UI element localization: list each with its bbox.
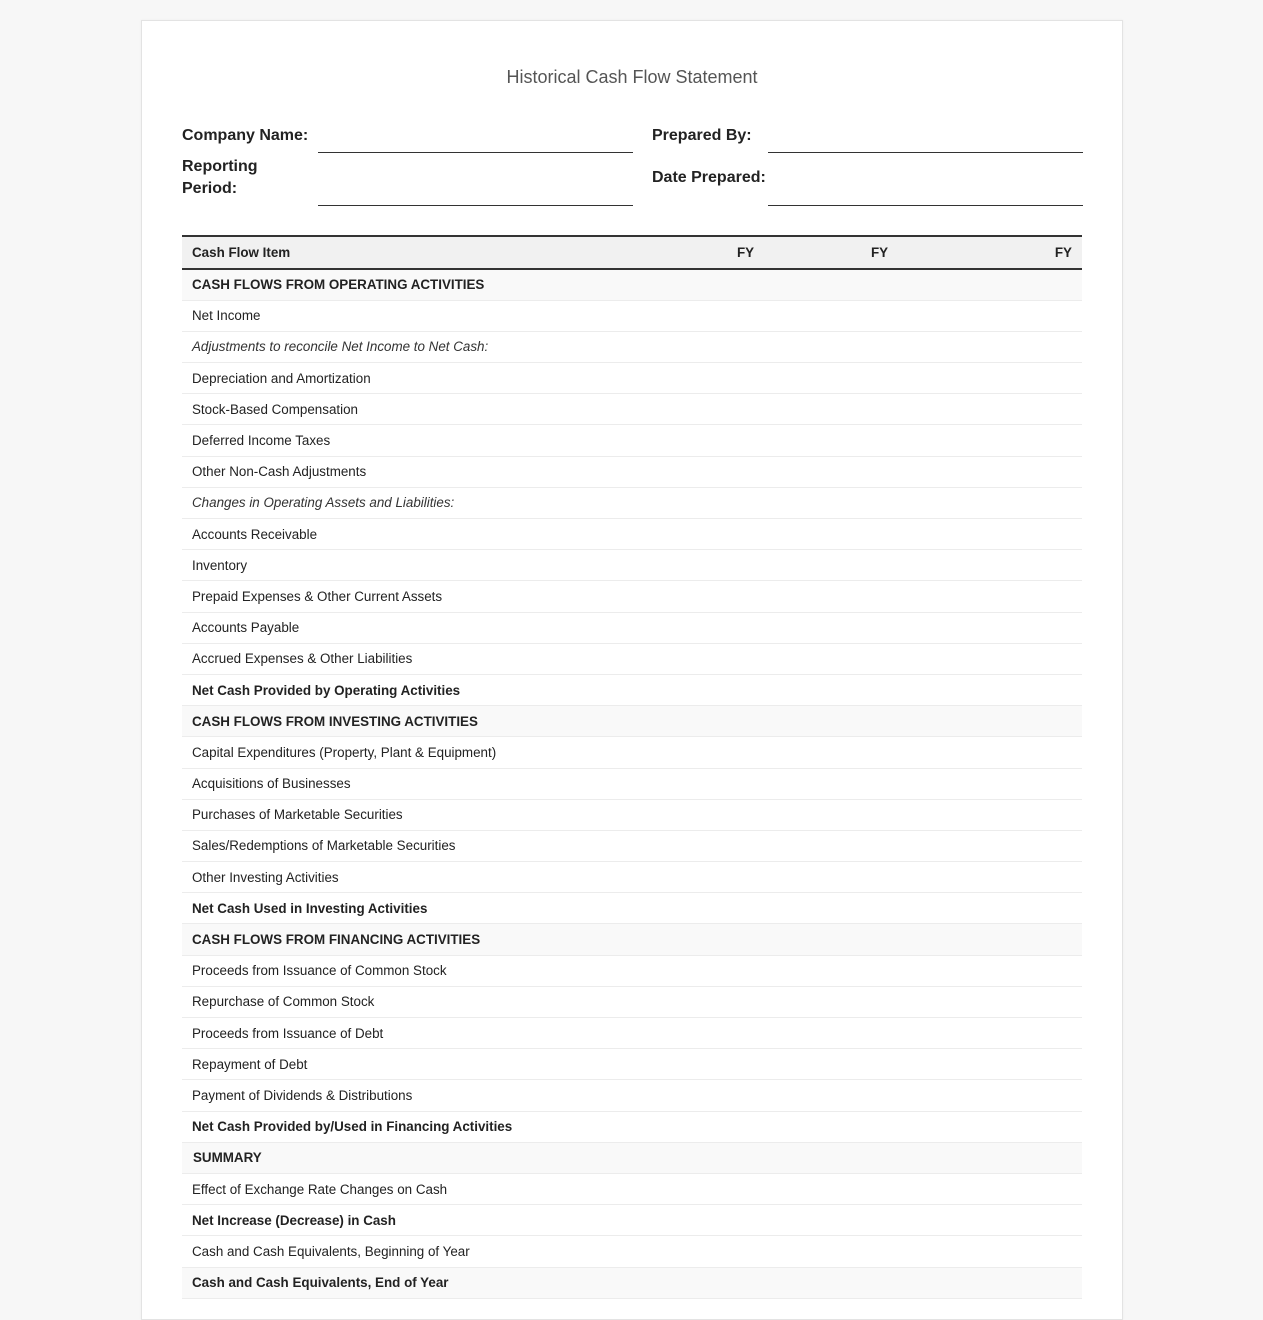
column-header-fy-2: FY — [812, 236, 947, 269]
fy-value-cell-2[interactable] — [812, 643, 947, 674]
row-label: Accrued Expenses & Other Liabilities — [192, 651, 413, 667]
column-header-fy-3: FY — [947, 236, 1082, 269]
table-row — [182, 1018, 1082, 1049]
fy-value-cell-1[interactable] — [677, 862, 812, 893]
fy-value-cell-2[interactable] — [812, 768, 947, 799]
fy-value-cell-3[interactable] — [947, 1205, 1082, 1236]
prepared-by-field[interactable] — [768, 152, 1083, 153]
fy-value-cell-2[interactable] — [812, 862, 947, 893]
row-label: Repayment of Debt — [192, 1056, 308, 1072]
reporting-period-field[interactable] — [318, 205, 633, 206]
fy-value-cell-3[interactable] — [947, 1173, 1082, 1204]
fy-value-cell-1[interactable] — [677, 1080, 812, 1111]
row-label: Stock-Based Compensation — [192, 401, 358, 417]
row-label: Inventory — [192, 557, 248, 573]
row-label: Changes in Operating Assets and Liabilities: — [192, 495, 455, 511]
fy-value-cell-2[interactable] — [812, 519, 947, 550]
fy-value-cell-2[interactable] — [812, 363, 947, 394]
table-row — [182, 893, 1082, 924]
fy-value-cell-3[interactable] — [947, 363, 1082, 394]
table-row — [182, 830, 1082, 861]
fy-value-cell-1[interactable] — [677, 1049, 812, 1080]
table-row — [182, 1236, 1082, 1267]
fy-value-cell-2[interactable] — [812, 1018, 947, 1049]
table-row — [182, 768, 1082, 799]
fy-value-cell-3[interactable] — [947, 612, 1082, 643]
fy-value-cell-2[interactable] — [812, 550, 947, 581]
fy-value-cell-3[interactable] — [947, 768, 1082, 799]
row-label: SUMMARY — [193, 1150, 262, 1166]
page-title: Historical Cash Flow Statement — [506, 67, 758, 87]
table-row — [182, 581, 1082, 612]
fy-value-cell-2[interactable] — [812, 799, 947, 830]
table-row — [182, 924, 1082, 955]
fy-value-cell-1[interactable] — [677, 456, 812, 487]
table-row — [182, 955, 1082, 986]
fy-value-cell-2[interactable] — [812, 706, 947, 737]
reporting-period-label-line2: Period: — [182, 180, 238, 197]
table-row — [182, 1080, 1082, 1111]
fy-value-cell-1[interactable] — [677, 269, 812, 300]
fy-value-cell-1[interactable] — [677, 893, 812, 924]
row-label: Capital Expenditures (Property, Plant & Equipment) — [192, 744, 497, 760]
row-label: Payment of Dividends & Distributions — [192, 1087, 413, 1103]
row-label: Cash and Cash Equivalents, End of Year — [192, 1275, 449, 1291]
fy-value-cell-3[interactable] — [947, 893, 1082, 924]
row-label: Net Income — [192, 308, 261, 324]
cash-flow-table-container — [182, 235, 1082, 1299]
fy-value-cell-1[interactable] — [677, 1205, 812, 1236]
fy-value-cell-3[interactable] — [947, 706, 1082, 737]
fy-value-cell-1[interactable] — [677, 519, 812, 550]
table-row — [182, 331, 1082, 362]
fy-value-cell-1[interactable] — [677, 1236, 812, 1267]
document-page — [141, 20, 1123, 1320]
fy-value-cell-3[interactable] — [947, 456, 1082, 487]
table-row — [182, 674, 1082, 705]
table-row — [182, 612, 1082, 643]
table-row — [182, 862, 1082, 893]
fy-value-cell-2[interactable] — [812, 1236, 947, 1267]
fy-value-cell-1[interactable] — [677, 1018, 812, 1049]
fy-value-cell-1[interactable] — [677, 425, 812, 456]
fy-value-cell-3[interactable] — [947, 1111, 1082, 1142]
fy-value-cell-1[interactable] — [677, 924, 812, 955]
fy-value-cell-3[interactable] — [947, 862, 1082, 893]
fy-value-cell-1[interactable] — [677, 394, 812, 425]
fy-value-cell-2[interactable] — [812, 1173, 947, 1204]
table-row — [182, 1205, 1082, 1236]
row-label: Other Non-Cash Adjustments — [192, 464, 367, 480]
prepared-by-label: Prepared By: — [652, 127, 752, 144]
table-body — [182, 269, 1082, 1298]
fy-value-cell-1[interactable] — [677, 363, 812, 394]
row-label: Cash and Cash Equivalents, Beginning of Year — [192, 1243, 470, 1259]
row-label: Effect of Exchange Rate Changes on Cash — [192, 1181, 448, 1197]
fy-value-cell-2[interactable] — [812, 331, 947, 362]
fy-value-cell-3[interactable] — [947, 1267, 1082, 1298]
fy-value-cell-1[interactable] — [677, 612, 812, 643]
fy-value-cell-3[interactable] — [947, 394, 1082, 425]
fy-value-cell-1[interactable] — [677, 1142, 812, 1173]
fy-value-cell-1[interactable] — [677, 1111, 812, 1142]
table-row — [182, 550, 1082, 581]
table-row — [182, 300, 1082, 331]
fy-value-cell-1[interactable] — [677, 331, 812, 362]
table-row — [182, 1173, 1082, 1204]
fy-value-cell-3[interactable] — [947, 425, 1082, 456]
fy-value-cell-2[interactable] — [812, 924, 947, 955]
table-row — [182, 643, 1082, 674]
row-label: Proceeds from Issuance of Debt — [192, 1025, 384, 1041]
fy-value-cell-2[interactable] — [812, 269, 947, 300]
fy-value-cell-3[interactable] — [947, 674, 1082, 705]
table-row — [182, 425, 1082, 456]
table-row — [182, 986, 1082, 1017]
table-row — [182, 1111, 1082, 1142]
row-label: Purchases of Marketable Securities — [192, 807, 403, 823]
fy-value-cell-2[interactable] — [812, 1049, 947, 1080]
fy-value-cell-1[interactable] — [677, 1267, 812, 1298]
table-row — [182, 456, 1082, 487]
company-name-field[interactable] — [318, 152, 633, 153]
table-row — [182, 1267, 1082, 1298]
fy-value-cell-2[interactable] — [812, 1205, 947, 1236]
fy-value-cell-1[interactable] — [677, 737, 812, 768]
row-label: Deferred Income Taxes — [192, 433, 331, 449]
fy-value-cell-3[interactable] — [947, 1049, 1082, 1080]
fy-value-cell-1[interactable] — [677, 643, 812, 674]
fy-value-cell-2[interactable] — [812, 893, 947, 924]
fy-value-cell-3[interactable] — [947, 550, 1082, 581]
table-row — [182, 363, 1082, 394]
table-row — [182, 1142, 1082, 1173]
fy-value-cell-2[interactable] — [812, 737, 947, 768]
fy-value-cell-2[interactable] — [812, 674, 947, 705]
table-row — [182, 519, 1082, 550]
row-label: Depreciation and Amortization — [192, 370, 371, 386]
fy-value-cell-3[interactable] — [947, 331, 1082, 362]
fy-value-cell-2[interactable] — [812, 1111, 947, 1142]
fy-value-cell-3[interactable] — [947, 1080, 1082, 1111]
fy-value-cell-1[interactable] — [677, 674, 812, 705]
fy-value-cell-1[interactable] — [677, 300, 812, 331]
row-label: Net Cash Used in Investing Activities — [192, 900, 428, 916]
fy-value-cell-2[interactable] — [812, 394, 947, 425]
fy-value-cell-2[interactable] — [812, 300, 947, 331]
fy-value-cell-3[interactable] — [947, 799, 1082, 830]
fy-value-cell-1[interactable] — [677, 706, 812, 737]
table-row — [182, 1049, 1082, 1080]
row-label: Adjustments to reconcile Net Income to Net Cash: — [192, 339, 489, 355]
fy-value-cell-1[interactable] — [677, 1173, 812, 1204]
row-label: Acquisitions of Businesses — [192, 776, 351, 792]
fy-value-cell-2[interactable] — [812, 1142, 947, 1173]
row-label: Prepaid Expenses & Other Current Assets — [192, 588, 443, 604]
table-row — [182, 487, 1082, 518]
fy-value-cell-1[interactable] — [677, 799, 812, 830]
fy-value-cell-2[interactable] — [812, 986, 947, 1017]
fy-value-cell-1[interactable] — [677, 768, 812, 799]
table-row — [182, 394, 1082, 425]
fy-value-cell-3[interactable] — [947, 955, 1082, 986]
reporting-period-label-line1: Reporting — [182, 158, 258, 175]
column-header-item: Cash Flow Item — [182, 236, 677, 269]
cash-flow-table — [182, 235, 1082, 1299]
row-label: Repurchase of Common Stock — [192, 994, 375, 1010]
row-label: CASH FLOWS FROM OPERATING ACTIVITIES — [192, 277, 485, 293]
fy-value-cell-3[interactable] — [947, 487, 1082, 518]
row-label: CASH FLOWS FROM FINANCING ACTIVITIES — [192, 932, 481, 948]
row-label: Sales/Redemptions of Marketable Securities — [192, 838, 456, 854]
fy-value-cell-2[interactable] — [812, 612, 947, 643]
fy-value-cell-1[interactable] — [677, 986, 812, 1017]
row-label: CASH FLOWS FROM INVESTING ACTIVITIES — [192, 713, 478, 729]
fy-value-cell-1[interactable] — [677, 487, 812, 518]
table-row — [182, 706, 1082, 737]
column-header-fy-1: FY — [677, 236, 812, 269]
fy-value-cell-3[interactable] — [947, 986, 1082, 1017]
row-label: Net Increase (Decrease) in Cash — [192, 1212, 396, 1228]
table-row — [182, 269, 1082, 300]
fy-value-cell-1[interactable] — [677, 830, 812, 861]
row-label: Accounts Receivable — [192, 526, 318, 542]
fy-value-cell-3[interactable] — [947, 581, 1082, 612]
fy-value-cell-3[interactable] — [947, 300, 1082, 331]
fy-value-cell-2[interactable] — [812, 425, 947, 456]
date-prepared-field[interactable] — [768, 205, 1083, 206]
fy-value-cell-2[interactable] — [812, 830, 947, 861]
table-row — [182, 737, 1082, 768]
fy-value-cell-3[interactable] — [947, 519, 1082, 550]
row-label: Net Cash Provided by/Used in Financing Activities — [192, 1119, 513, 1135]
fy-value-cell-3[interactable] — [947, 924, 1082, 955]
fy-value-cell-3[interactable] — [947, 1236, 1082, 1267]
row-label: Accounts Payable — [192, 620, 300, 636]
company-name-label: Company Name: — [182, 127, 309, 144]
fy-value-cell-2[interactable] — [812, 487, 947, 518]
fy-value-cell-3[interactable] — [947, 737, 1082, 768]
fy-value-cell-1[interactable] — [677, 955, 812, 986]
fy-value-cell-2[interactable] — [812, 1267, 947, 1298]
fy-value-cell-3[interactable] — [947, 269, 1082, 300]
fy-value-cell-1[interactable] — [677, 581, 812, 612]
date-prepared-label: Date Prepared: — [652, 169, 766, 186]
table-row — [182, 799, 1082, 830]
fy-value-cell-1[interactable] — [677, 550, 812, 581]
row-label: Other Investing Activities — [192, 869, 339, 885]
fy-value-cell-2[interactable] — [812, 581, 947, 612]
fy-value-cell-3[interactable] — [947, 643, 1082, 674]
fy-value-cell-2[interactable] — [812, 1080, 947, 1111]
fy-value-cell-3[interactable] — [947, 1018, 1082, 1049]
fy-value-cell-3[interactable] — [947, 830, 1082, 861]
fy-value-cell-3[interactable] — [947, 1142, 1082, 1173]
row-label: Net Cash Provided by Operating Activities — [192, 682, 461, 698]
table-header-row — [182, 236, 1082, 269]
fy-value-cell-2[interactable] — [812, 955, 947, 986]
row-label: Proceeds from Issuance of Common Stock — [192, 963, 447, 979]
fy-value-cell-2[interactable] — [812, 456, 947, 487]
